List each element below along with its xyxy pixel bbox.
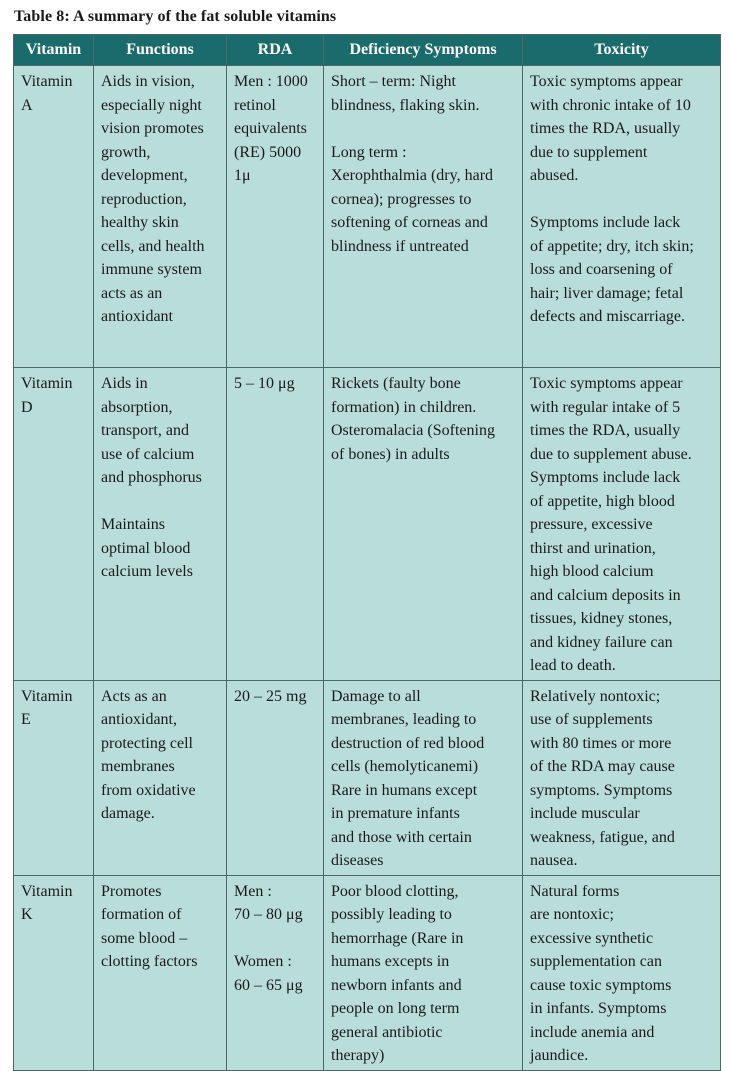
cell-deficiency bbox=[324, 875, 523, 1070]
cell-text: Vitamin A bbox=[21, 73, 73, 114]
cell-text: Aids in absorption, transport, and use of calcium and phosphorus Maintains optimal blood calcium levels bbox=[101, 375, 202, 580]
cell-vitamin bbox=[14, 875, 94, 1070]
cell-toxicity bbox=[523, 66, 721, 368]
cell-functions bbox=[94, 875, 227, 1070]
table-caption: Table 8: A summary of the fat soluble vitamins bbox=[14, 8, 337, 25]
table-row-vitamin-d bbox=[14, 368, 721, 681]
cell-text: Men : 70 – 80 μg Women : 60 – 65 μg bbox=[234, 882, 303, 994]
cell-text: Acts as an antioxidant, protecting cell membranes from oxidative damage. bbox=[101, 687, 196, 822]
cell-rda bbox=[227, 66, 324, 368]
cell-text: Aids in vision, especially night vision promotes growth, development, reproduction, healthy skin cells, and health immune system acts as an antioxidant bbox=[101, 73, 205, 325]
cell-text: Toxic symptoms appear with regular intake of 5 times the RDA, usually due to supplement abuse. Symptoms include lack of appetite, high blood pressure, excessive thirst and urination, high blood calcium and calcium deposits in tissues, kidney stones, and kidney failure can lead to death. bbox=[530, 375, 692, 674]
cell-toxicity bbox=[523, 368, 721, 681]
cell-functions bbox=[94, 368, 227, 681]
cell-text: Damage to all membranes, leading to destruction of red blood cells (hemolyticanemi) Rare in humans except in premature infants and those with certain diseases bbox=[331, 687, 485, 869]
cell-text: Poor blood clotting, possibly leading to hemorrhage (Rare in humans excepts in newborn infants and people on long term general antibiotic therapy) bbox=[331, 882, 464, 1064]
cell-text: Vitamin E bbox=[21, 687, 73, 728]
header-rda: RDA bbox=[227, 35, 324, 66]
cell-vitamin bbox=[14, 66, 94, 368]
table-row-vitamin-k bbox=[14, 875, 721, 1070]
cell-vitamin bbox=[14, 680, 94, 875]
cell-text: 5 – 10 μg bbox=[234, 375, 295, 392]
header-deficiency-symptoms: Deficiency Symptoms bbox=[324, 35, 523, 66]
cell-text: Toxic symptoms appear with chronic intake of 10 times the RDA, usually due to supplement abused. Symptoms include lack of appetite; dry, itch skin; loss and coarsening of hair; liver damage; fetal defects and miscarriage. bbox=[530, 73, 694, 325]
cell-text: Vitamin D bbox=[21, 375, 73, 416]
cell-text: Rickets (faulty bone formation) in children. Osteromalacia (Softening of bones) in adults bbox=[331, 375, 495, 463]
header-toxicity: Toxicity bbox=[523, 35, 721, 66]
cell-vitamin bbox=[14, 368, 94, 681]
cell-text: Vitamin K bbox=[21, 882, 73, 923]
cell-text: 20 – 25 mg bbox=[234, 687, 307, 705]
cell-deficiency bbox=[324, 368, 523, 681]
cell-functions bbox=[94, 680, 227, 875]
cell-toxicity bbox=[523, 875, 721, 1070]
cell-deficiency bbox=[324, 680, 523, 875]
table-row-vitamin-e bbox=[14, 680, 721, 875]
cell-text: Natural forms are nontoxic; excessive synthetic supplementation can cause toxic symptoms in infants. Symptoms include anemia and jaundice. bbox=[530, 882, 672, 1064]
cell-text: Relatively nontoxic; use of supplements with 80 times or more of the RDA may cause symptoms. Symptoms include muscular weakness, fatigue, and nausea. bbox=[530, 687, 675, 869]
table-header-row bbox=[14, 35, 721, 66]
cell-toxicity bbox=[523, 680, 721, 875]
vitamins-table bbox=[13, 34, 721, 1071]
header-vitamin: Vitamin bbox=[14, 35, 94, 66]
cell-rda bbox=[227, 875, 324, 1070]
cell-rda bbox=[227, 368, 324, 681]
cell-text: Men : 1000 retinol equivalents (RE) 5000 1μ bbox=[234, 73, 308, 184]
cell-deficiency bbox=[324, 66, 523, 368]
cell-text: Promotes formation of some blood – clotting factors bbox=[101, 882, 198, 970]
cell-rda bbox=[227, 680, 324, 875]
header-functions: Functions bbox=[94, 35, 227, 66]
cell-functions bbox=[94, 66, 227, 368]
cell-text: Short – term: Night blindness, flaking skin. Long term : Xerophthalmia (dry, hard cornea); progresses to softening of corneas and blindness if untreated bbox=[331, 73, 494, 255]
table-row-vitamin-a bbox=[14, 66, 721, 368]
